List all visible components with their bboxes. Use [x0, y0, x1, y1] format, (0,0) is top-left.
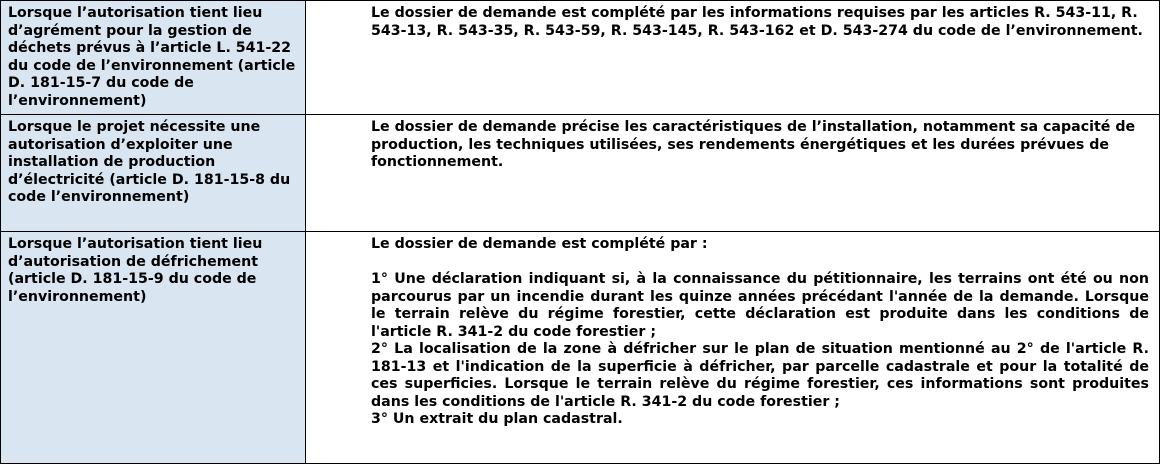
requirement-intro: Le dossier de demande est complété par : — [371, 236, 708, 252]
requirement-cell — [306, 1, 1160, 115]
paragraph-spacer — [371, 254, 1149, 272]
condition-cell — [1, 232, 306, 464]
table-row — [1, 115, 1160, 232]
condition-text: Lorsque l’autorisation tient lieu d’agrément pour la gestion de déchets prévus à l’article L. 541-22 du code de l’environnement (article D. 181-15-7 du code de l’environnement) — [8, 5, 296, 109]
condition-text: Lorsque l’autorisation tient lieu d’autorisation de défrichement (article D. 181-15-9 du code de l’environnement) — [8, 236, 263, 305]
requirement-cell — [306, 115, 1160, 232]
requirement-text: Le dossier de demande précise les caractéristiques de l’installation, notamment sa capacité de production, les techniques utilisées, ses rendements énergétiques et les durées prévues de fonctionnement. — [371, 119, 1136, 170]
requirement-cell — [306, 232, 1160, 464]
requirement-item-2: 2° La localisation de la zone à défricher sur le plan de situation mentionné au 2° de l'article R. 181-13 et l'indication de la superficie à défricher, par parcelle cadastrale et pour la totalité de ces superficies. Lorsque le terrain relève du régime forestier, ces informations sont produites dans les conditions de l'article R. 341-2 du code forestier ; — [371, 341, 1149, 410]
condition-cell — [1, 115, 306, 232]
table-row — [1, 1, 1160, 115]
condition-cell — [1, 1, 306, 115]
requirement-text: Le dossier de demande est complété par les informations requises par les articles R. 543-11, R. 543-13, R. 543-35, R. 543-59, R. 543-145, R. 543-162 et D. 543-274 du code de l’environnement. — [371, 5, 1143, 39]
condition-text: Lorsque le projet nécessite une autorisation d’exploiter une installation de production d’électricité (article D. 181-15-8 du code l’environnement) — [8, 119, 291, 205]
requirement-item-3: 3° Un extrait du plan cadastral. — [371, 411, 623, 427]
requirement-block — [306, 232, 1159, 429]
table-row — [1, 232, 1160, 464]
requirement-item-1: 1° Une déclaration indiquant si, à la connaissance du pétitionnaire, les terrains ont été ou non parcourus par un incendie durant les quinze années précédant l'année de la demande. Lorsque le terrain relève du régime forestier, cette déclaration est produite dans les conditions de l'article R. 341-2 du code forestier ; — [371, 271, 1149, 340]
